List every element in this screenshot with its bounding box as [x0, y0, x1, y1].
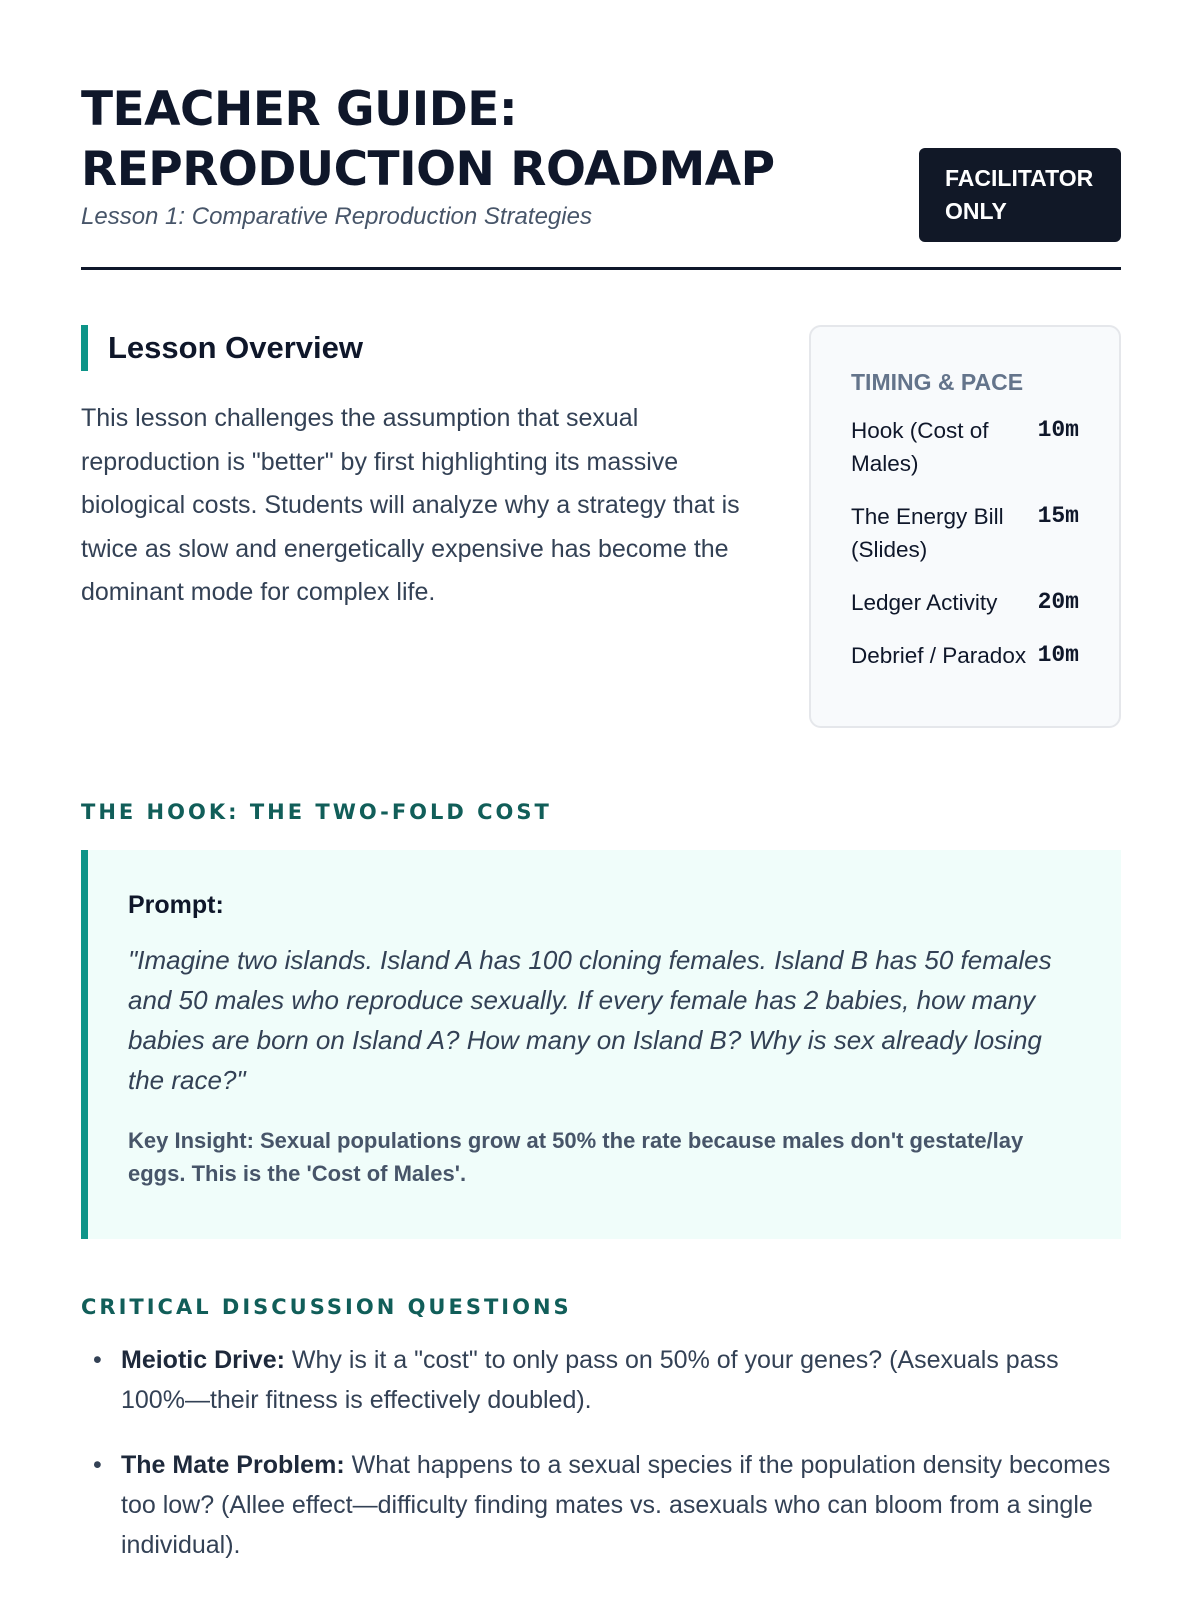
- lesson-overview-text: This lesson challenges the assumption that sexual reproduction is "better" by first highlighting its massive biological costs. Students will analyze why a strategy that is twice as slow and energetically expensive has become the dominant mode for complex life.: [81, 404, 740, 606]
- question-term: The Mate Problem:: [121, 1451, 345, 1479]
- timing-label: Hook (Cost of Males): [851, 418, 989, 476]
- lesson-subtitle: Lesson 1: Comparative Reproduction Strategies: [81, 203, 592, 230]
- timing-pace-panel: [809, 325, 1121, 728]
- discussion-section-heading: CRITICAL DISCUSSION QUESTIONS: [81, 1295, 572, 1319]
- timing-pace-title: TIMING & PACE: [851, 369, 1024, 395]
- timing-row: [851, 414, 1079, 480]
- timing-row: [851, 639, 1079, 672]
- page-title: [81, 80, 841, 200]
- page-header: [81, 80, 1121, 270]
- timing-duration: 10m: [1037, 642, 1079, 668]
- timing-row: [851, 500, 1079, 566]
- timing-duration: 20m: [1037, 589, 1079, 615]
- timing-duration: 10m: [1037, 417, 1079, 443]
- hook-section-heading: THE HOOK: THE TWO-FOLD COST: [81, 800, 552, 824]
- discussion-questions-list: [81, 1340, 1121, 1590]
- question-text: Why is it a "cost" to only pass on 50% of your genes? (Asexuals pass 100%—their fitness is effectively doubled).: [121, 1346, 1059, 1414]
- question-term: Meiotic Drive:: [121, 1346, 285, 1374]
- timing-label: Debrief / Paradox: [851, 643, 1027, 668]
- key-insight: Key Insight: Sexual populations grow at 50% the rate because males don't gestate/lay eggs. This is the 'Cost of Males'.: [128, 1128, 1024, 1186]
- lesson-overview-heading: Lesson Overview: [81, 325, 363, 371]
- teacher-guide-page: [81, 0, 1121, 1600]
- timing-label: The Energy Bill (Slides): [851, 504, 1004, 562]
- prompt-text: "Imagine two islands. Island A has 100 cloning females. Island B has 50 females and 50 males who reproduce sexually. If every female has 2 babies, how many babies are born on Island A? How many on Island B? Why is sex already losing the race?": [128, 945, 1052, 1095]
- list-item: [81, 1445, 1121, 1565]
- hook-prompt-box: [81, 850, 1121, 1239]
- facilitator-only-badge: [919, 148, 1121, 242]
- timing-row: [851, 586, 1079, 619]
- prompt-label: Prompt:: [128, 891, 224, 919]
- question-text: What happens to a sexual species if the population density becomes too low? (Allee effect—difficulty finding mates vs. asexuals who can bloom from a single individual).: [121, 1451, 1111, 1559]
- badge-line-2: ONLY: [945, 198, 1007, 224]
- title-line-2: REPRODUCTION ROADMAP: [81, 142, 775, 197]
- bullet-icon: •: [93, 1451, 102, 1479]
- title-line-1: TEACHER GUIDE:: [81, 82, 518, 137]
- timing-duration: 15m: [1037, 503, 1079, 529]
- timing-label: Ledger Activity: [851, 590, 998, 615]
- badge-line-1: FACILITATOR: [945, 165, 1094, 191]
- list-item: [81, 1340, 1121, 1420]
- bullet-icon: •: [93, 1346, 102, 1374]
